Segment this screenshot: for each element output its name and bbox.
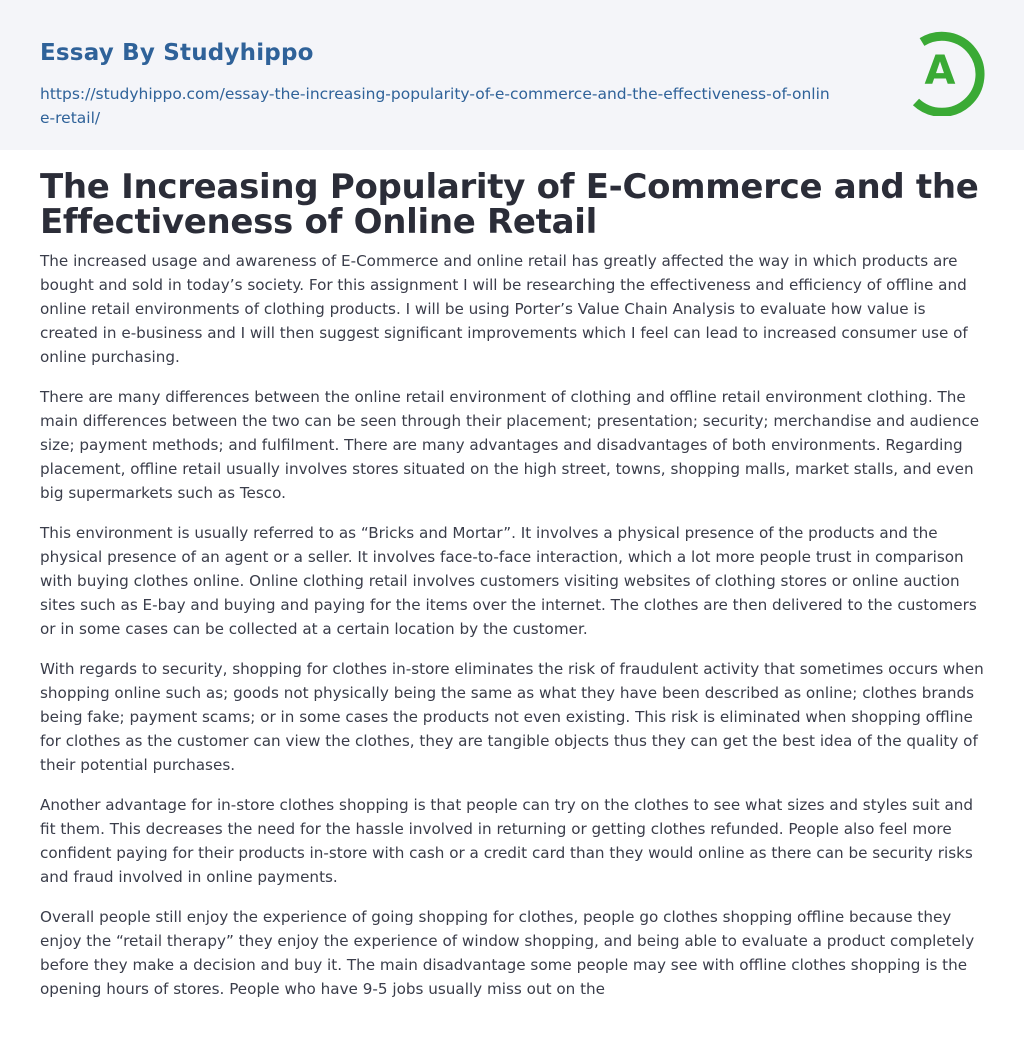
essay-paragraph: There are many differences between the online retail environment of clothing and offline retail environment clothing. The main differences between the two can be seen through their placement; presentation; security; merchandise and audience size; payment methods; and fulfilment. There are many advantages and disadvantages of both environments. Regarding placement, offline retail usually involves stores situated on the high street, towns, shopping malls, market stalls, and even big supermarkets such as Tesco. xyxy=(40,388,980,502)
essay-body xyxy=(40,249,985,1017)
essay-paragraph: With regards to security, shopping for clothes in-store eliminates the risk of fraudulent activity that sometimes occurs when shopping online such as; goods not physically being the same as what they have been described as online; clothes brands being fake; payment scams; or in some cases the products not even existing. This risk is eliminated when shopping offline for clothes as the customer can view the clothes, they are tangible objects thus they can get the best idea of the quality of their potential purchases. xyxy=(40,660,984,774)
essay-paragraph: The increased usage and awareness of E-Commerce and online retail has greatly affected the way in which products are bought and sold in today’s society. For this assignment I will be researching the effectiveness and efficiency of offline and online retail environments of clothing products. I will be using Porter’s Value Chain Analysis to evaluate how value is created in e-business and I will then suggest significant improvements which I feel can lead to increased consumer use of online purchasing. xyxy=(40,252,968,366)
brand-name[interactable]: Essay By Studyhippo xyxy=(40,40,314,66)
essay-paragraph: This environment is usually referred to as “Bricks and Mortar”. It involves a physical presence of the products and the physical presence of an agent or a seller. It involves face-to-face interaction, which a lot more people trust in comparison with buying clothes online. Online clothing retail involves customers visiting websites of clothing stores or online auction sites such as E-bay and buying and paying for the items over the internet. The clothes are then delivered to the customers or in some cases can be collected at a certain location by the customer. xyxy=(40,524,977,638)
essay-paragraph: Overall people still enjoy the experience of going shopping for clothes, people go clothes shopping offline because they enjoy the “retail therapy” they enjoy the experience of window shopping, and being able to evaluate a product completely before they make a decision and buy it. The main disadvantage some people may see with offline clothes shopping is the opening hours of stores. People who have 9-5 jobs usually miss out on the xyxy=(40,908,975,998)
logo-letter: A xyxy=(924,48,956,94)
site-header xyxy=(0,0,1024,150)
essay-paragraph: Another advantage for in-store clothes shopping is that people can try on the clothes to see what sizes and styles suit and fit them. This decreases the need for the hassle involved in returning or getting clothes refunded. People also feel more confident paying for their products in-store with cash or a credit card than they would online as there can be security risks and fraud involved in online payments. xyxy=(40,796,974,886)
studyhippo-logo-icon[interactable] xyxy=(904,28,988,116)
essay-title: The Increasing Popularity of E-Commerce and the Effectiveness of Online Retail xyxy=(40,167,979,242)
source-url-link[interactable]: https://studyhippo.com/essay-the-increasing-popularity-of-e-commerce-and-the-effectiveness-of-online-retail/ xyxy=(40,85,830,127)
